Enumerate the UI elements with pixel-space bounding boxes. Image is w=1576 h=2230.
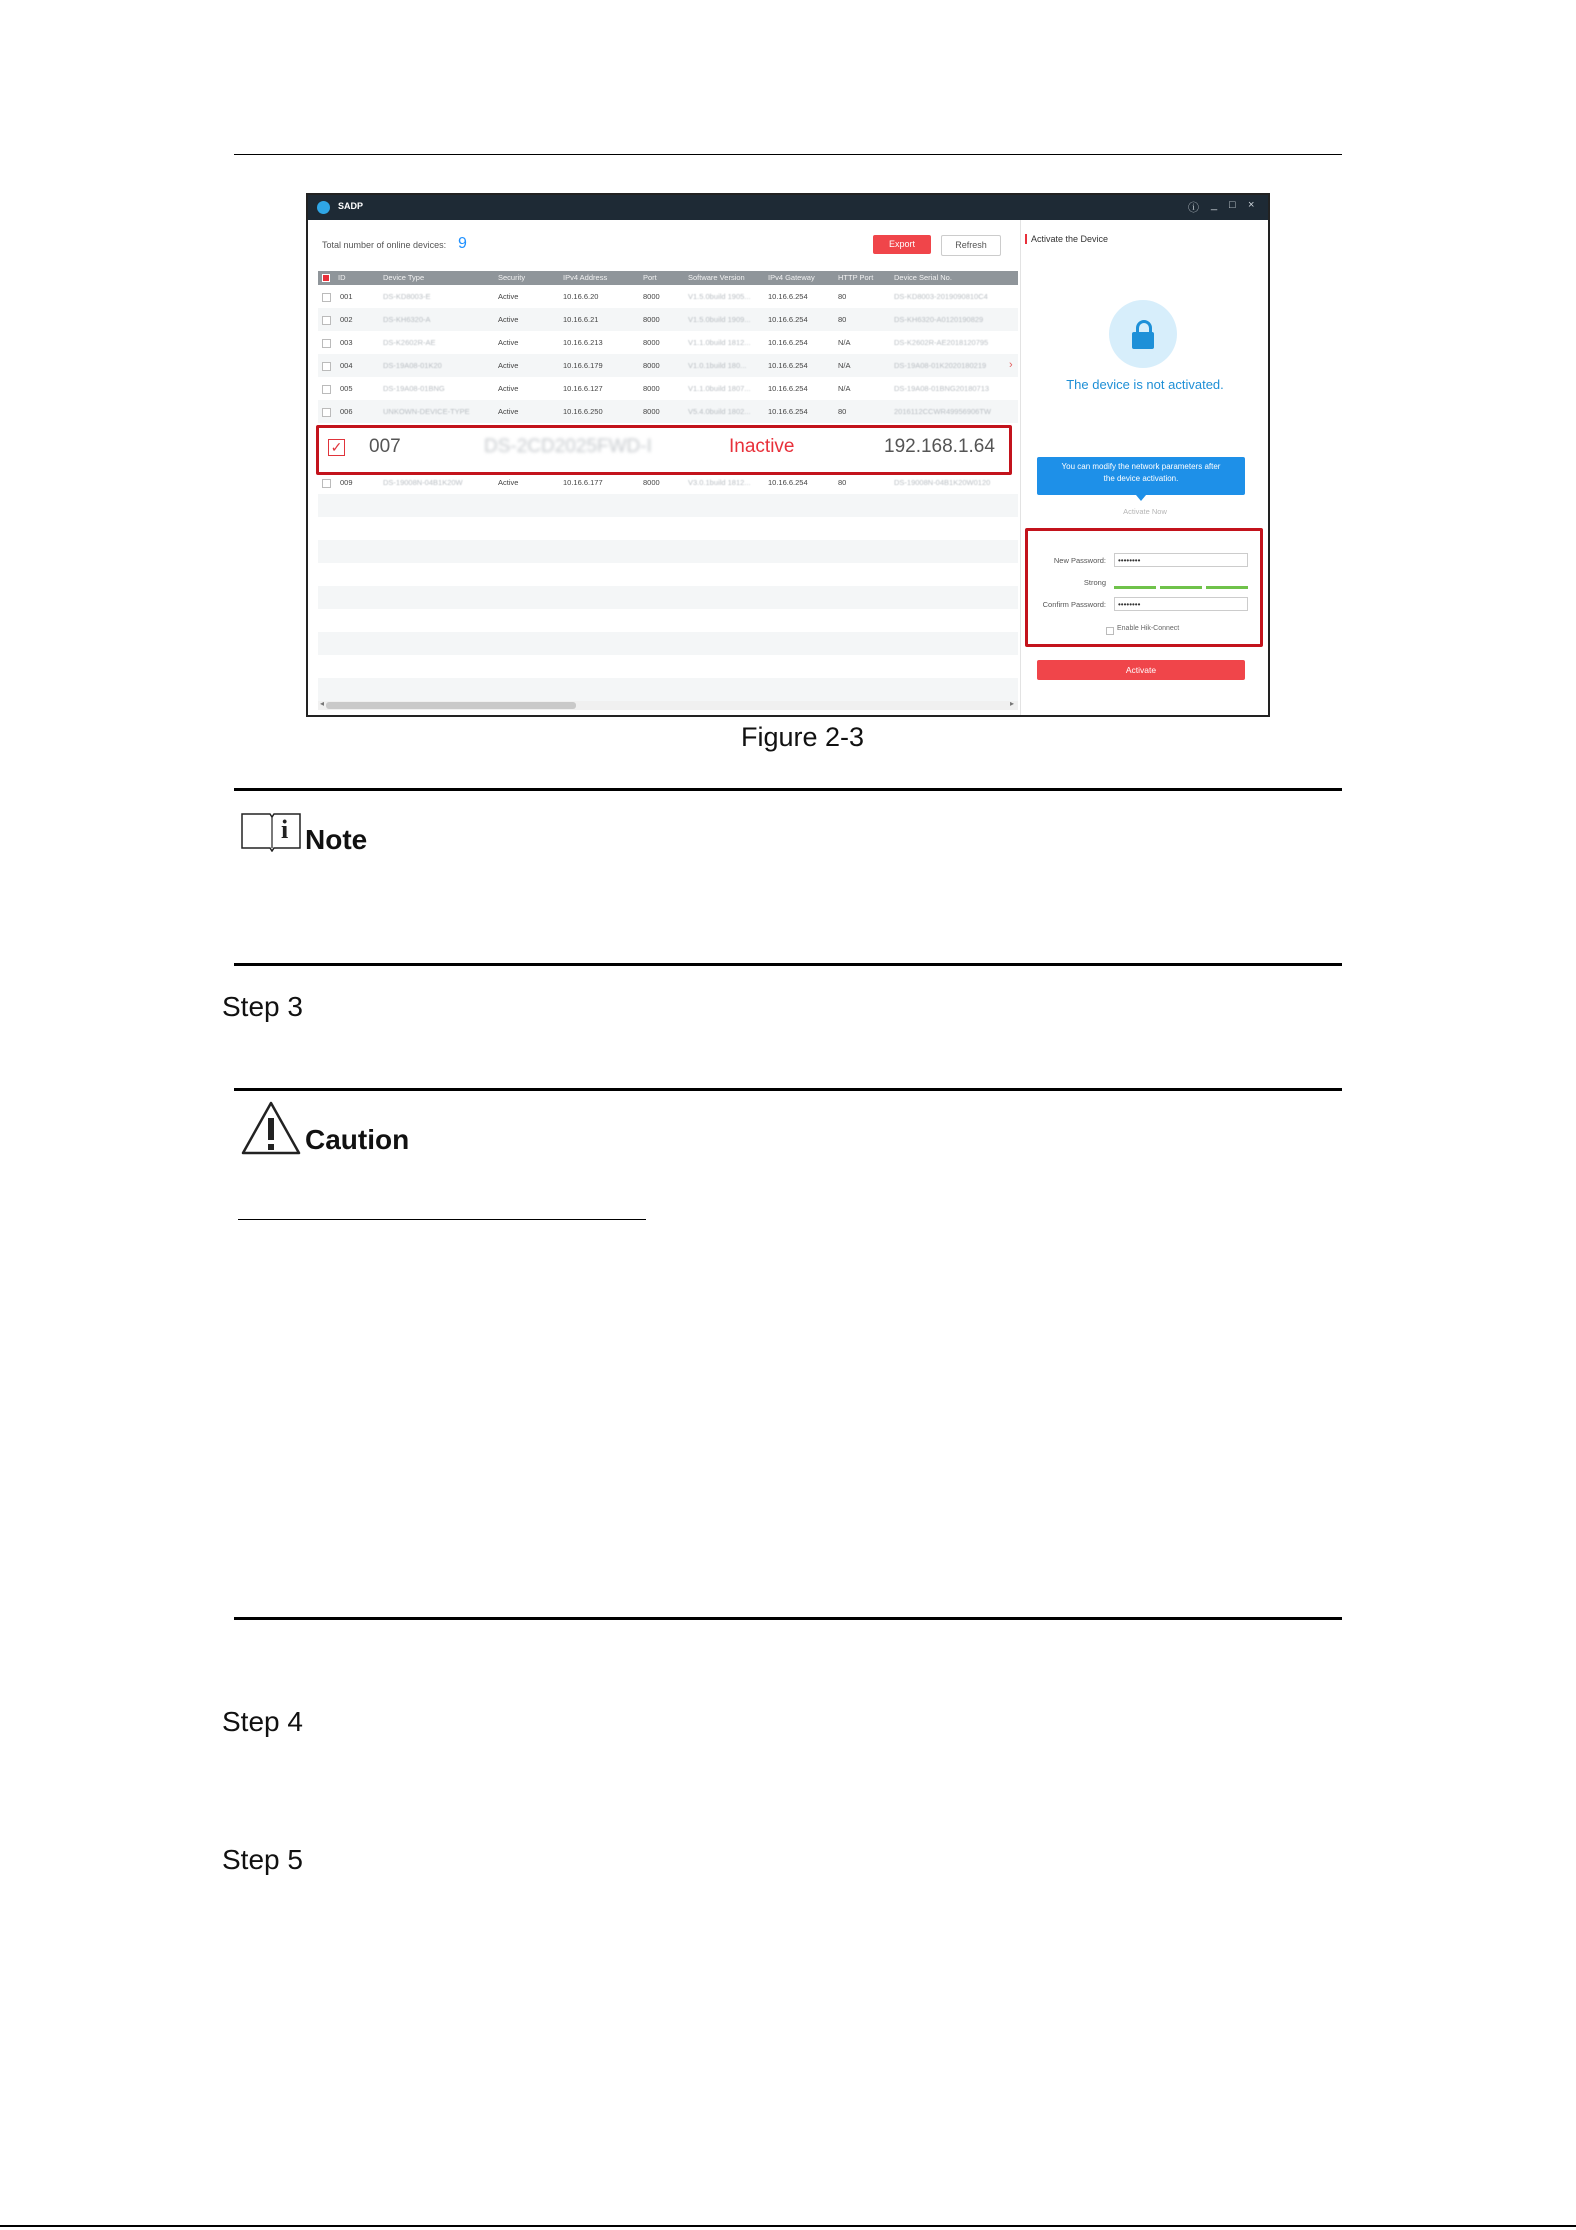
table-row[interactable] — [318, 285, 1018, 308]
info-icon[interactable]: ⓘ — [1188, 202, 1199, 214]
cell-serial: DS-19A08-01BNG20180713 — [894, 384, 990, 393]
cell-id: 009 — [340, 478, 353, 487]
cell-software: V1.1.0build 1812... — [688, 338, 751, 347]
cell-type: DS-19A08-01BNG — [383, 384, 445, 393]
strength-bar — [1114, 586, 1156, 589]
cell-port: 8000 — [643, 315, 660, 324]
row-checkbox[interactable] — [322, 316, 331, 325]
cell-port: 8000 — [643, 338, 660, 347]
inactive-device-row[interactable] — [316, 425, 1012, 475]
column-header[interactable]: IPv4 Gateway — [768, 273, 815, 282]
cell-id: 005 — [340, 384, 353, 393]
cell-type: DS-19A08-01K20 — [383, 361, 442, 370]
minimize-icon[interactable]: _ — [1211, 199, 1218, 211]
cell-security: Active — [498, 384, 519, 393]
cell-software: V1.1.0build 1807... — [688, 384, 751, 393]
cell-serial: DS-19A08-01K2020180219 — [894, 361, 987, 370]
new-password-label: New Password: — [1053, 556, 1106, 565]
row-checkbox[interactable] — [322, 339, 331, 348]
warning-icon — [240, 1100, 302, 1156]
cell-security: Active — [498, 292, 519, 301]
cell-http: N/A — [838, 338, 851, 347]
hik-connect-label: Enable Hik-Connect — [1117, 625, 1180, 632]
cell-gateway: 10.16.6.254 — [768, 338, 808, 347]
caution-title: Caution — [305, 1124, 410, 1155]
cell-gateway: 10.16.6.254 — [768, 361, 808, 370]
cell-http: 80 — [838, 478, 847, 487]
cell-security: Active — [498, 338, 519, 347]
table-row[interactable] — [318, 377, 1018, 400]
column-header[interactable]: ID — [338, 273, 346, 282]
footer-rule — [0, 2225, 1576, 2227]
figure-caption: Figure 2-3 — [740, 722, 865, 752]
cell-gateway: 10.16.6.254 — [768, 384, 808, 393]
cell-security: Active — [498, 407, 519, 416]
svg-text:i: i — [281, 815, 289, 844]
cell-gateway: 10.16.6.254 — [768, 292, 808, 301]
cell-security: Active — [498, 478, 519, 487]
cell-type: UNKOWN-DEVICE-TYPE — [383, 407, 470, 416]
checkmark-icon[interactable]: ✓ — [328, 439, 345, 456]
empty-row — [318, 632, 1018, 655]
cell-http: N/A — [838, 384, 851, 393]
table-row[interactable] — [318, 471, 1018, 494]
cell-http: N/A — [838, 361, 851, 370]
not-activated-message: The device is not activated. — [1066, 377, 1224, 392]
header-rule — [234, 154, 1342, 155]
activate-button[interactable]: Activate — [1037, 660, 1245, 680]
step-3-label: Step 3 — [222, 991, 303, 1022]
scroll-right-icon[interactable]: ▸ — [1010, 699, 1015, 708]
cell-http: 80 — [838, 292, 847, 301]
tip-arrow — [1136, 495, 1146, 501]
cell-ip: 10.16.6.179 — [563, 361, 603, 370]
row-checkbox[interactable] — [322, 362, 331, 371]
scroll-left-icon[interactable]: ◂ — [320, 699, 325, 708]
cell-port: 8000 — [643, 407, 660, 416]
cell-http: 80 — [838, 315, 847, 324]
table-row[interactable] — [318, 400, 1018, 423]
cell-software: V1.5.0build 1905... — [688, 292, 751, 301]
table-row[interactable] — [318, 308, 1018, 331]
cell-type: DS-K2602R-AE — [383, 338, 436, 347]
note-bottom-rule — [234, 963, 1342, 966]
strength-bar — [1206, 586, 1248, 589]
hik-connect-checkbox[interactable] — [1106, 627, 1114, 635]
column-header[interactable]: Port — [643, 273, 657, 282]
empty-row — [318, 540, 1018, 563]
maximize-icon[interactable]: □ — [1229, 199, 1236, 211]
empty-row — [318, 494, 1018, 517]
strength-bar — [1160, 586, 1202, 589]
cell-id: 004 — [340, 361, 353, 370]
highlighted-ip: 192.168.1.64 — [884, 436, 995, 457]
row-checkbox[interactable] — [322, 479, 331, 488]
column-header[interactable]: Device Type — [383, 273, 425, 282]
step-5-label: Step 5 — [222, 1844, 303, 1875]
cell-gateway: 10.16.6.254 — [768, 407, 808, 416]
cell-port: 8000 — [643, 361, 660, 370]
cell-ip: 10.16.6.213 — [563, 338, 603, 347]
device-table-header — [318, 271, 1018, 285]
confirm-password-input[interactable]: •••••••• — [1114, 597, 1248, 611]
lock-body — [1132, 332, 1154, 349]
network-tip — [1037, 457, 1245, 495]
highlighted-status: Inactive — [729, 436, 795, 457]
cell-ip: 10.16.6.21 — [563, 315, 599, 324]
cell-software: V1.0.1build 180... — [688, 361, 747, 370]
column-header[interactable]: Security — [498, 273, 526, 282]
title-accent — [1025, 234, 1027, 244]
cell-ip: 10.16.6.250 — [563, 407, 603, 416]
tip-line: You can modify the network parameters after — [1061, 462, 1221, 471]
column-header[interactable]: IPv4 Address — [563, 273, 608, 282]
cell-ip: 10.16.6.127 — [563, 384, 603, 393]
strength-label: Strong — [1083, 578, 1106, 587]
cell-id: 003 — [340, 338, 353, 347]
table-row[interactable] — [318, 331, 1018, 354]
highlighted-device-type: DS-2CD2025FWD-I — [484, 436, 652, 457]
sadp-logo-icon — [317, 201, 330, 214]
empty-row — [318, 586, 1018, 609]
note-top-rule — [234, 788, 1342, 791]
cell-software: V1.5.0build 1909... — [688, 315, 751, 324]
table-row[interactable] — [318, 354, 1018, 377]
row-checkbox[interactable] — [322, 408, 331, 417]
column-header[interactable]: Software Version — [688, 273, 745, 282]
activate-panel — [1020, 220, 1269, 715]
cell-id: 001 — [340, 292, 353, 301]
step-4-label: Step 4 — [222, 1706, 303, 1737]
app-name: SADP — [338, 201, 364, 211]
empty-row — [318, 517, 1018, 540]
cell-security: Active — [498, 315, 519, 324]
cell-security: Active — [498, 361, 519, 370]
cell-port: 8000 — [643, 478, 660, 487]
note-title: Note — [305, 824, 368, 855]
confirm-password-label: Confirm Password: — [1042, 600, 1106, 609]
cell-software: V3.0.1build 1812... — [688, 478, 751, 487]
cell-id: 002 — [340, 315, 353, 324]
total-devices-label: Total number of online devices: — [322, 240, 447, 250]
refresh-button[interactable]: Refresh — [941, 235, 1001, 256]
cell-ip: 10.16.6.177 — [563, 478, 603, 487]
cell-serial: 2016112CCWR49956906TW — [894, 407, 991, 416]
column-header[interactable]: Device Serial No. — [894, 273, 952, 282]
cell-serial: DS-KD8003-2019090810C4 — [894, 292, 988, 301]
cell-port: 8000 — [643, 292, 660, 301]
cell-gateway: 10.16.6.254 — [768, 315, 808, 324]
column-header[interactable]: HTTP Port — [838, 273, 874, 282]
cell-serial: DS-19008N-04B1K20W0120 — [894, 478, 991, 487]
empty-row — [318, 563, 1018, 586]
new-password-input[interactable]: •••••••• — [1114, 553, 1248, 567]
sadp-screenshot — [306, 193, 1270, 717]
book-icon — [240, 808, 302, 852]
caution-bottom-rule — [234, 1617, 1342, 1620]
empty-row — [318, 655, 1018, 678]
tip-line: the device activation. — [1103, 474, 1179, 483]
cell-http: 80 — [838, 407, 847, 416]
cell-id: 006 — [340, 407, 353, 416]
export-button[interactable]: Export — [873, 235, 931, 254]
activate-panel-title: Activate the Device — [1031, 234, 1109, 244]
cell-ip: 10.16.6.20 — [563, 292, 599, 301]
close-icon[interactable]: × — [1248, 199, 1255, 211]
cell-type: DS-19008N-04B1K20W — [383, 478, 463, 487]
caution-top-rule — [234, 1088, 1342, 1091]
cell-software: V5.4.0build 1802... — [688, 407, 751, 416]
empty-row — [318, 678, 1018, 701]
cell-type: DS-KH6320-A — [383, 315, 431, 324]
cell-port: 8000 — [643, 384, 660, 393]
cell-serial: DS-KH6320-A0120190829 — [894, 315, 984, 324]
activate-now-link[interactable]: Activate Now — [1123, 507, 1167, 516]
caution-sub-rule — [238, 1219, 646, 1220]
sadp-titlebar — [308, 195, 1268, 220]
password-form — [1025, 528, 1263, 647]
select-all-checkbox[interactable] — [322, 274, 330, 282]
cell-type: DS-KD8003-E — [383, 292, 431, 301]
total-devices-count: 9 — [458, 235, 467, 252]
highlighted-id: 007 — [369, 436, 401, 457]
cell-serial: DS-K2602R-AE2018120795 — [894, 338, 989, 347]
row-checkbox[interactable] — [322, 293, 331, 302]
cell-gateway: 10.16.6.254 — [768, 478, 808, 487]
chevron-right-icon[interactable]: › — [1009, 359, 1013, 371]
scrollbar-thumb[interactable] — [326, 702, 576, 709]
empty-row — [318, 609, 1018, 632]
row-checkbox[interactable] — [322, 385, 331, 394]
